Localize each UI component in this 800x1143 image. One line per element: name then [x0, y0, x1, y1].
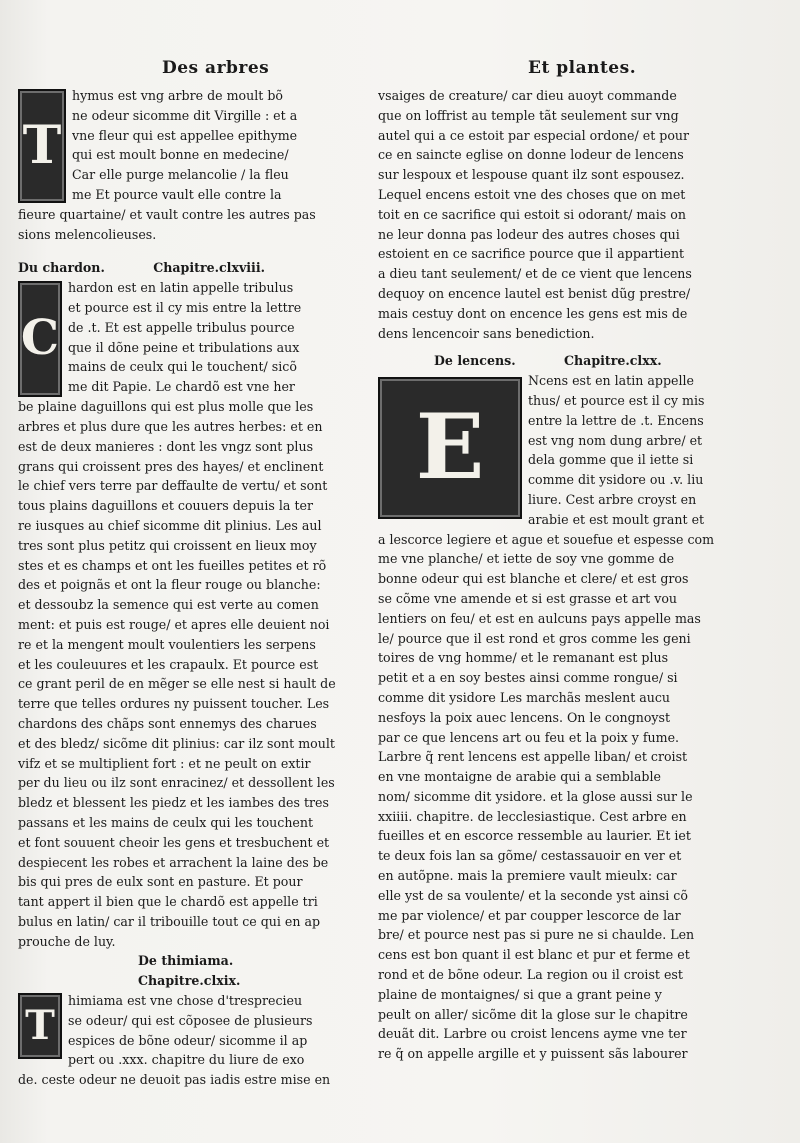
right-column: [378, 86, 730, 1064]
text-line: Ncens est en latin appelle: [528, 373, 694, 389]
text-line: te deux fois lan sa gõme/ cestassauoir en ver et: [378, 848, 682, 864]
text-line: tant appert il bien que le chardõ est appelle tri: [18, 894, 318, 910]
text-line: cens est bon quant il est blanc et pur et ferme et: [378, 947, 690, 963]
text-line: le chief vers terre par deffaulte de vertu/ et sont: [18, 478, 328, 494]
encens-paragraph: [378, 371, 730, 529]
text-line: dela gomme que il iette si: [528, 452, 694, 468]
text-line: bonne odeur qui est blanche et clere/ et est gros: [378, 571, 689, 587]
chapter-number-thimiama: Chapitre.clxix.: [138, 973, 241, 989]
chapter-number: Chapitre.clxx.: [563, 353, 662, 369]
text-line: re q̃ on appelle argille et y puissent sãs labourer: [378, 1046, 688, 1062]
running-header-left: Des arbres: [162, 58, 270, 78]
text-line: entre la lettre de .t. Encens: [528, 412, 704, 428]
text-line: ce grant peril de en mẽger se elle nest si hault de: [18, 676, 336, 692]
text-line: vifz et se multiplient fort : et ne peult on extir: [18, 755, 311, 771]
decorated-initial-e: E: [378, 377, 522, 519]
text-line: grans qui croissent pres des hayes/ et enclinent: [18, 458, 324, 474]
text-line: fueilles et en escorce ressemble au laurier. Et iet: [378, 828, 691, 844]
text-line: autel qui a ce estoit par especial ordone/ et pour: [378, 127, 690, 143]
text-line: hymus est vng arbre de moult bõ: [72, 88, 283, 103]
section-title: Du chardon.: [18, 260, 105, 276]
text-line: espices de bõne odeur/ sicomme il ap: [68, 1032, 308, 1048]
chapter-heading-encens: [378, 351, 730, 371]
text-line: qui est moult bonne en medecine/: [72, 147, 289, 163]
chapter-number: Chapitre.clxviii.: [153, 260, 266, 276]
text-line: me dit Papie. Le chardõ est vne her: [68, 379, 295, 395]
text-line: arbres et plus dure que les autres herbes: et en: [18, 418, 323, 434]
text-line: bre/ et pource nest pas si pure ne si chaulde. Len: [378, 927, 695, 943]
text-line: Larbre q̃ rent lencens est appelle liban/ et croist: [378, 749, 688, 765]
text-line: nesfoys la poix auec lencens. On le congnoyst: [378, 709, 671, 725]
text-line: ment: et puis est rouge/ et apres elle deuient noi: [18, 616, 330, 632]
encens-body: [378, 530, 730, 1065]
text-line: toit en ce sacrifice qui estoit si odorant/ mais on: [378, 206, 686, 222]
text-line: des et poignãs et ont la fleur rouge ou blanche:: [18, 577, 321, 593]
text-line: a lescorce legiere et ague et souefue et espesse com: [378, 531, 715, 547]
text-line: mains de ceulx qui le touchent/ sicõ: [68, 359, 297, 375]
text-line: lentiers on feu/ et est en aulcuns pays appelle mas: [378, 610, 701, 626]
text-line: comme dit ysidore Les marchãs meslent aucu: [378, 689, 671, 705]
text-line: passans et les mains de ceulx qui les touchent: [18, 814, 314, 830]
section-title: De lencens.: [434, 353, 516, 369]
text-line: tous plains daguillons et couuers depuis la ter: [18, 498, 313, 514]
text-line: dequoy on encence lautel est benist dũg prestre/: [378, 285, 691, 301]
text-line: stes et es champs et ont les fueilles petites et rõ: [18, 557, 327, 573]
text-line: peult on aller/ sicõme dit la glose sur le chapitre: [378, 1006, 688, 1022]
text-line: fieure quartaine/ et vault contre les autres pas: [18, 206, 316, 222]
text-line: me vne planche/ et iette de soy vne gomme de: [378, 551, 675, 567]
text-line: se cõme vne amende et si est grasse et art vou: [378, 590, 678, 606]
text-line: ce en saincte eglise on donne lodeur de lencens: [378, 147, 684, 163]
text-line: se odeur/ qui est cõposee de plusieurs: [68, 1012, 313, 1028]
chapter-heading-chardon: [18, 258, 370, 278]
decorated-initial-c: C: [18, 281, 62, 397]
text-line: en vne montaigne de arabie qui a semblable: [378, 769, 661, 785]
text-line: que il dõne peine et tribulations aux: [68, 339, 300, 355]
text-line: que on loffrist au temple tãt seulement sur vng: [378, 107, 679, 123]
text-line: bledz et blessent les piedz et les iambes des tres: [18, 795, 329, 811]
text-line: bulus en latin/ car il tribouille tout ce qui en ap: [18, 913, 321, 929]
text-line: bis qui pres de eulx sont en pasture. Et pour: [18, 874, 303, 890]
text-line: terre que telles ordures ny puissent toucher. Les: [18, 696, 330, 712]
text-line: en autõpne. mais la premiere vault mieulx: car: [378, 868, 677, 884]
text-line: thus/ et pource est il cy mis: [528, 392, 705, 408]
thimiama-paragraph: [18, 991, 370, 1070]
text-line: re et la mengent moult voulentiers les serpens: [18, 636, 316, 652]
text-line: sur lespoux et lespouse quant ilz sont espousez.: [378, 167, 685, 183]
chardon-body: [18, 397, 370, 951]
text-line: ne leur donna pas lodeur des autres choses qui: [378, 226, 680, 242]
text-line: re iusques au chief sicomme dit plinius. Les aul: [18, 517, 322, 533]
text-line: et des bledz/ sicõme dit plinius: car ilz sont moult: [18, 735, 335, 751]
text-line: hardon est en latin appelle tribulus: [68, 280, 294, 296]
text-line: xxiiii. chapitre. de lecclesiastique. Cest arbre en: [378, 808, 687, 824]
text-line: toires de vng homme/ et le remanant est plus: [378, 650, 669, 666]
text-line: de. ceste odeur ne deuoit pas iadis estre mise en: [18, 1072, 331, 1088]
text-line: pert ou .xxx. chapitre du liure de exo: [68, 1052, 305, 1068]
text-line: le/ pource que il est rond et gros comme les geni: [378, 630, 691, 646]
text-line: et font souuent cheoir les gens et tresbuchent et: [18, 834, 330, 850]
text-line: deuãt dit. Larbre ou croist lencens ayme vne ter: [378, 1026, 687, 1042]
text-line: nom/ sicomme dit ysidore. et la glose aussi sur le: [378, 788, 693, 804]
text-line: rond et de bõne odeur. La region ou il croist est: [378, 967, 683, 983]
text-line: et dessoubz la semence qui est verte au comen: [18, 597, 319, 613]
text-line: prouche de luy.: [18, 933, 116, 949]
section-title-thimiama: De thimiama.: [138, 953, 234, 969]
text-line: mais cestuy dont on encence les gens est mis de: [378, 305, 688, 321]
decorated-initial-t2: T: [18, 993, 62, 1059]
text-line: et les couleuures et les crapaulx. Et pource est: [18, 656, 319, 672]
text-line: a dieu tant seulement/ et de ce vient que lencens: [378, 266, 692, 282]
text-line: ne odeur sicomme dit Virgille : et a: [72, 107, 298, 123]
text-line: et pource est il cy mis entre la lettre: [68, 299, 302, 315]
text-line: Car elle purge melancolie / la fleu: [72, 167, 289, 183]
thymus-paragraph: [18, 86, 370, 244]
text-line: petit et a en soy bestes ainsi comme rongue/ si: [378, 670, 678, 686]
text-line: me par violence/ et par coupper lescorce de lar: [378, 907, 681, 923]
text-line: sions melencolieuses.: [18, 226, 157, 242]
text-line: comme dit ysidore ou .v. liu: [528, 472, 704, 488]
text-line: himiama est vne chose d'tresprecieu: [68, 993, 303, 1009]
text-line: plaine de montaignes/ si que a grant peine y: [378, 986, 662, 1002]
text-line: per du lieu ou ilz sont enracinez/ et dessollent les: [18, 775, 335, 791]
text-line: elle yst de sa voulente/ et la seconde yst ainsi cõ: [378, 887, 688, 903]
text-line: estoient en ce sacrifice pource que il appartient: [378, 246, 685, 262]
decorated-initial-t: T: [18, 89, 66, 203]
text-line: est vng nom dung arbre/ et: [528, 432, 703, 448]
text-line: est de deux manieres : dont les vngz sont plus: [18, 438, 314, 454]
text-line: liure. Cest arbre croyst en: [528, 491, 697, 507]
text-line: par ce que lencens art ou feu et la poix y fume.: [378, 729, 680, 745]
text-line: arabie et est moult grant et: [528, 511, 705, 527]
text-line: be plaine daguillons qui est plus molle que les: [18, 399, 314, 415]
text-line: vsaiges de creature/ car dieu auoyt commande: [378, 88, 677, 103]
left-column: [18, 86, 370, 1090]
text-line: dens lencencoir sans benediction.: [378, 325, 595, 341]
thimiama-continued: [378, 86, 730, 343]
text-line: despiecent les robes et arrachent la laine des be: [18, 854, 329, 870]
text-line: chardons des chãps sont ennemys des charues: [18, 715, 317, 731]
text-line: Lequel encens estoit vne des choses que on met: [378, 186, 686, 202]
chardon-paragraph: [18, 278, 370, 397]
text-line: de .t. Et est appelle tribulus pource: [68, 319, 295, 335]
running-header-right: Et plantes.: [528, 58, 637, 78]
text-line: vne fleur qui est appellee epithyme: [72, 127, 298, 143]
text-line: tres sont plus petitz qui croissent en lieux moy: [18, 537, 317, 553]
text-line: me Et pource vault elle contre la: [72, 186, 282, 202]
